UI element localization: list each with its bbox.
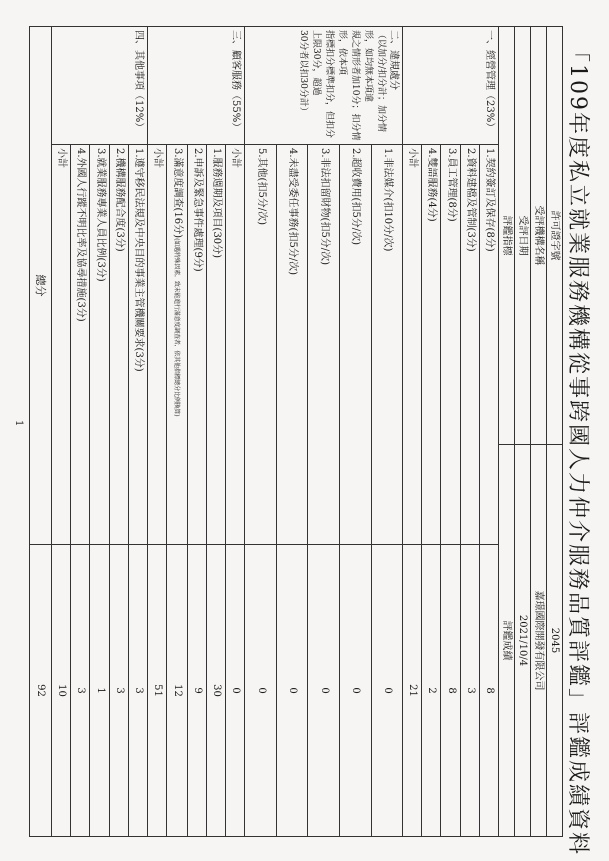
category-title: 二、違規處分 (388, 30, 400, 90)
subtotal-score: 21 (403, 545, 422, 837)
subtotal-label: 小計 (148, 145, 167, 545)
document-title: 「109年度私立就業服務機構從事跨國人力仲介服務品質評鑑」評鑑成績資料 (565, 40, 590, 856)
item-note: (如遇特殊因素，致未能進行滿意度調查者，依其他指標總分比例換算) (173, 238, 181, 417)
table-row (403, 27, 422, 837)
total-row (30, 27, 52, 837)
table-row (206, 27, 225, 837)
evaluation-table (29, 26, 563, 837)
category-cell: 一、經營管理（23%） (403, 27, 499, 145)
item-score: 0 (371, 545, 403, 837)
category-cell: 三、顧客服務（55%） (148, 27, 245, 145)
item-score: 8 (479, 545, 498, 837)
table-row (460, 27, 479, 837)
page-number: 1 (13, 420, 24, 427)
table-row (340, 27, 372, 837)
item-label: 2.申訴及緊急事件處理(9分) (187, 145, 206, 545)
table-row (276, 27, 308, 837)
table-row (479, 27, 498, 837)
item-label: 4.外國人行蹤不明比率及協尋措施(3分) (71, 145, 90, 545)
subtotal-score: 0 (226, 545, 245, 837)
table-row (128, 27, 147, 837)
table-row (167, 27, 188, 837)
category-cell: 四、其他事項（12%） (52, 27, 148, 145)
table-row (52, 27, 71, 837)
total-score: 92 (30, 545, 52, 837)
rule-line: 30分者以扣30分計） (298, 30, 309, 116)
item-label: 4.雙語服務(4分) (422, 145, 441, 545)
table-row (422, 27, 441, 837)
item-score: 0 (308, 545, 340, 837)
license-value: 2045 (547, 445, 563, 837)
rule-line: 指標扣分標準扣分，但扣分上限30分，超過 (311, 30, 335, 139)
total-label: 總分 (30, 27, 52, 545)
item-label: 2.機構服務配合度(3分) (109, 145, 128, 545)
item-label: 3.就業服務專業人員比例(3分) (90, 145, 109, 545)
item-label: 1.服務週期及項目(30分) (206, 145, 225, 545)
item-score: 2 (422, 545, 441, 837)
header-row-indicator (499, 27, 515, 837)
indicator-label: 評鑑指標 (499, 27, 515, 445)
item-label: 2.資料建檔及管制(3分) (460, 145, 479, 545)
subtotal-label: 小計 (52, 145, 71, 545)
header-row-license (547, 27, 563, 837)
item-score: 1 (90, 545, 109, 837)
category-cell (245, 27, 403, 145)
item-label: 4.未盡受委任事務(扣5分/次) (276, 145, 308, 545)
item-score: 0 (245, 545, 277, 837)
table-row (148, 27, 167, 837)
item-score: 3 (71, 545, 90, 837)
rule-line: 規之情形者加10分；扣分情形，依本項 (337, 30, 361, 141)
table-row (371, 27, 403, 837)
subtotal-score: 51 (148, 545, 167, 837)
agency-label: 受評機構名稱 (531, 27, 547, 445)
table-row (441, 27, 460, 837)
table-row (109, 27, 128, 837)
item-score: 0 (276, 545, 308, 837)
item-score: 3 (460, 545, 479, 837)
license-label: 許可證字號 (547, 27, 563, 445)
item-label-with-note (167, 145, 188, 545)
table-row (245, 27, 277, 837)
date-value: 2021/10/4 (515, 445, 531, 837)
item-score: 3 (109, 545, 128, 837)
subtotal-label: 小計 (403, 145, 422, 545)
rule-line: （以加分/扣分計；加分情形，如均無本項違 (363, 30, 387, 133)
subtotal-score: 10 (52, 545, 71, 837)
item-label: 1.非法媒介(扣10分/次) (371, 145, 403, 545)
table-row (226, 27, 245, 837)
agency-value: 嘉璟國際開發有限公司 (531, 445, 547, 837)
table-row (71, 27, 90, 837)
table-row (90, 27, 109, 837)
item-label: 1.遵守移民法規及中央目的事業主管機關要求(3分) (128, 145, 147, 545)
item-label: 3.滿意度調查(16分) (172, 148, 184, 239)
header-row-date (515, 27, 531, 837)
item-label: 3.員工管理(8分) (441, 145, 460, 545)
item-score: 3 (128, 545, 147, 837)
item-label: 2.超收費用(扣5分/次) (340, 145, 372, 545)
header-row-agency (531, 27, 547, 837)
item-score: 8 (441, 545, 460, 837)
table-row (308, 27, 340, 837)
item-label: 1.契約簽訂及保存(8分) (479, 145, 498, 545)
item-label: 3.非法扣留財物(扣5分/次) (308, 145, 340, 545)
item-score: 30 (206, 545, 225, 837)
score-label: 評鑑成績 (499, 445, 515, 837)
subtotal-label: 小計 (226, 145, 245, 545)
item-label: 5.其他(扣5分/次) (245, 145, 277, 545)
item-score: 12 (167, 545, 188, 837)
item-score: 0 (340, 545, 372, 837)
date-label: 受評日期 (515, 27, 531, 445)
item-score: 9 (187, 545, 206, 837)
table-row (187, 27, 206, 837)
